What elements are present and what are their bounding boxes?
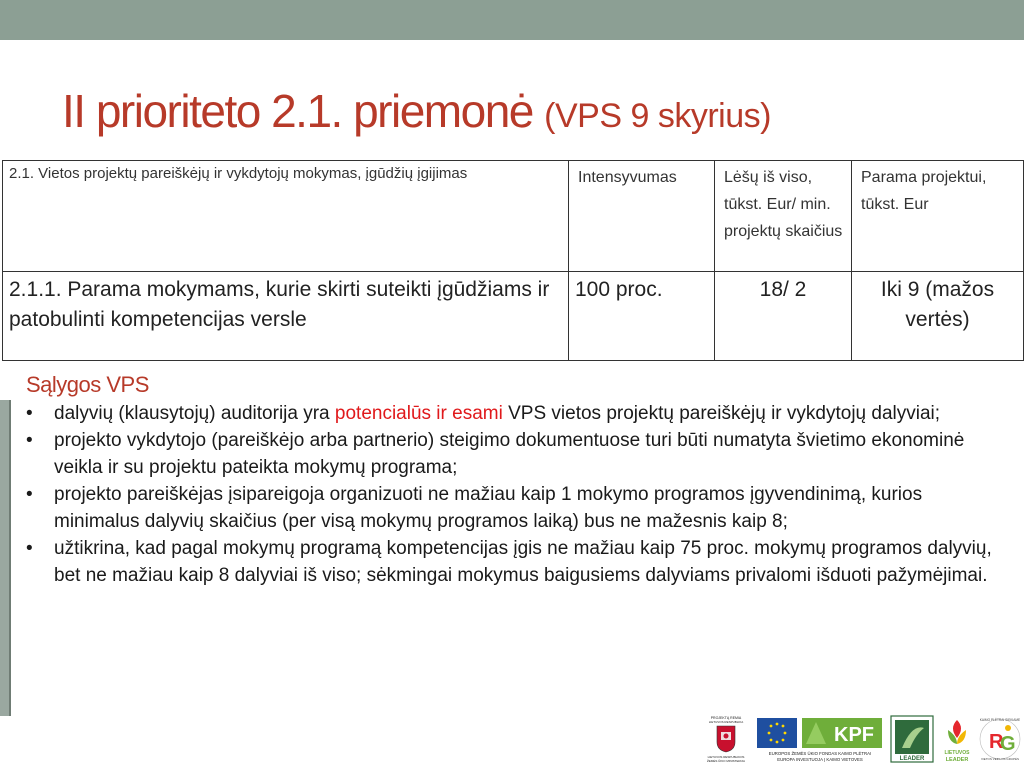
list-item <box>24 535 1004 589</box>
cell-funds: 18/ 2 <box>715 272 852 361</box>
slide-title <box>62 84 771 138</box>
svg-text:LIETUVOS RESPUBLIKOS: LIETUVOS RESPUBLIKOS <box>707 755 745 759</box>
svg-text:ŽEMĖS ŪKIO MINISTERIJA: ŽEMĖS ŪKIO MINISTERIJA <box>706 759 746 763</box>
bullet-icon: • <box>26 484 33 505</box>
measure-table <box>2 160 1024 361</box>
header-support: Parama projektui, tūkst. Eur <box>852 161 1024 272</box>
bullet-icon: • <box>26 403 33 424</box>
item-text: projekto pareiškėjas įsipareigoja organizuoti ne mažiau kaip 1 mokymo programos įgyvendinimą, kurios minimalus dalyvių skaičius (per visą mokymų programos laiką) bus ne mažesnis kaip 8; <box>54 484 923 532</box>
lietuvos-leader-logo <box>938 714 976 764</box>
leader-logo <box>890 714 934 764</box>
header-intensity: Intensyvumas <box>569 161 715 272</box>
item-text-post: VPS vietos projektų pareiškėjų ir vykdytojų dalyviai; <box>502 403 941 424</box>
sponsor-logos <box>700 714 1022 766</box>
svg-text:EUROPOS ŽEMĖS ŪKIO FONDAS KAIM: EUROPOS ŽEMĖS ŪKIO FONDAS KAIMO PLĖTRAI <box>768 751 872 756</box>
list-item <box>24 481 1004 535</box>
cell-intensity: 100 proc. <box>569 272 715 361</box>
left-accent-bar <box>0 400 11 716</box>
table-row <box>3 272 1024 361</box>
svg-text:KAIMO PLĖTRAI SIEKIAME: KAIMO PLĖTRAI SIEKIAME <box>979 718 1021 722</box>
svg-text:KPF: KPF <box>834 724 874 746</box>
top-decorative-bar <box>0 0 1024 40</box>
svg-text:LIETUVOS: LIETUVOS <box>944 750 970 756</box>
ministry-coat-of-arms-logo <box>700 714 752 764</box>
conditions-title: Sąlygos VPS <box>26 372 149 397</box>
svg-text:PROJEKTĄ REMIA: PROJEKTĄ REMIA <box>710 716 742 720</box>
header-funds: Lėšų iš viso, tūkst. Eur/ min. projektų skaičius <box>715 161 852 272</box>
bullet-icon: • <box>26 538 33 559</box>
conditions-list <box>24 400 1004 589</box>
table-header-row <box>3 161 1024 272</box>
svg-text:EUROPA INVESTUOJA Į KAIMO VIET: EUROPA INVESTUOJA Į KAIMO VIETOVES <box>777 757 863 762</box>
svg-text:R: R <box>989 731 1004 753</box>
network-logo <box>978 714 1022 764</box>
item-text: užtikrina, kad pagal mokymų programą kompetencijas įgis ne mažiau kaip 75 proc. mokymų programos dalyvių, bet ne mažiau kaip 8 dalyviai iš viso; sėkmingai mokymus baigusiems dalyviams privalomi išduoti pažymėjimai. <box>54 538 992 586</box>
header-measure-name: 2.1. Vietos projektų pareiškėjų ir vykdytojų mokymas, įgūdžių įgijimas <box>3 161 569 272</box>
svg-text:VIETOS VEIKLOS GRUPĖS: VIETOS VEIKLOS GRUPĖS <box>980 757 1020 761</box>
cell-measure-name: 2.1.1. Parama mokymams, kurie skirti suteikti įgūdžiams ir patobulinti kompetencijas versle <box>3 272 569 361</box>
svg-text:LEADER: LEADER <box>899 756 925 762</box>
cell-support: Iki 9 (mažos vertės) <box>852 272 1024 361</box>
item-text: projekto vykdytojo (pareiškėjo arba partnerio) steigimo dokumentuose turi būti numatyta švietimo ekonominė veikla ir su projektu pateikta mokymų programa; <box>54 430 965 478</box>
bullet-icon: • <box>26 430 33 451</box>
item-highlight: potencialūs ir esami <box>334 403 503 424</box>
svg-text:LIETUVOS RESPUBLIKA: LIETUVOS RESPUBLIKA <box>708 720 744 724</box>
svg-text:LEADER: LEADER <box>945 757 969 763</box>
list-item <box>24 400 1004 427</box>
list-item <box>24 427 1004 481</box>
eu-kpf-logo <box>756 714 884 764</box>
title-main: II prioriteto 2.1. priemonė <box>62 85 533 137</box>
svg-text:G: G <box>1000 733 1016 755</box>
title-subtitle: (VPS 9 skyrius) <box>544 97 771 135</box>
item-text-pre: dalyvių (klausytojų) auditorija yra <box>54 403 335 424</box>
conditions-section <box>24 372 1004 589</box>
